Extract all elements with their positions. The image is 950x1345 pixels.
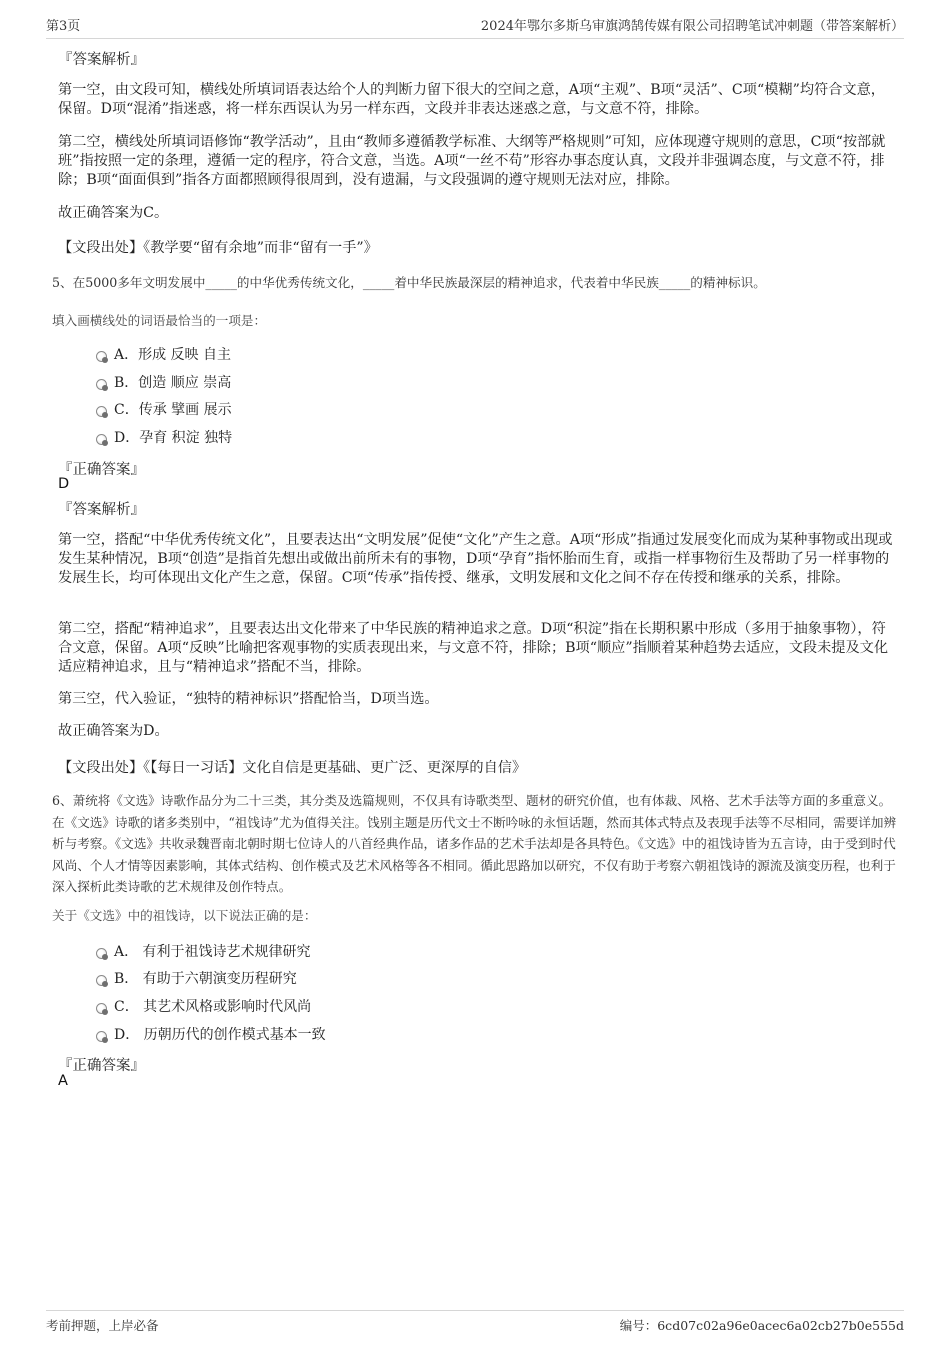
radio-icon[interactable] [96,1031,107,1042]
option-label: B． 有助于六朝演变历程研究 [114,971,297,987]
option-label: C． 其艺术风格或影响时代风尚 [114,999,312,1015]
q4-analysis-label: 『答案解析』 [58,52,145,68]
q6-option-b[interactable] [96,968,297,988]
q5-option-a[interactable] [96,344,231,364]
footer-slogan: 考前押题，上岸必备 [46,1318,159,1333]
q5-conclusion: 故正确答案为D。 [58,723,169,739]
radio-icon[interactable] [96,434,107,445]
q4-conclusion: 故正确答案为C。 [58,205,169,221]
q5-answer-label: 『正确答案』 [58,462,145,478]
q6-answer: A [58,1073,68,1089]
document-id: 编号：6cd07c02a96e0acec6a02cb27b0e555d [619,1318,904,1333]
radio-icon[interactable] [96,406,107,417]
q5-option-d[interactable] [96,427,232,447]
q4-analysis-paragraph-1: 第一空，由文段可知，横线处所填词语表达给个人的判断力留下很大的空间之意，A项“主观”、B项“灵活”、C项“模糊”均符合文意，保留。D项“混淆”指迷惑，将一样东西误认为另一样东西，文段并非表达迷惑之意，与文意不符，排除。 [58,82,885,117]
q5-answer: D [58,476,70,492]
q5-source: 【文段出处】《【每日一习话】文化自信是更基础、更广泛、更深厚的自信》 [58,760,527,776]
q5-prompt: 填入画横线处的词语最恰当的一项是： [52,313,267,328]
q6-answer-label: 『正确答案』 [58,1058,145,1074]
document-title: 2024年鄂尔多斯乌审旗鸿鹄传媒有限公司招聘笔试冲刺题（带答案解析） [480,18,904,34]
q6-option-c[interactable] [96,996,311,1016]
page-footer [46,1310,904,1335]
option-label: B．创造 顺应 崇高 [114,375,232,391]
page-header [46,14,904,39]
q5-option-c[interactable] [96,399,232,419]
q5-analysis-paragraph-3: 第三空，代入验证，“独特的精神标识”搭配恰当，D项当选。 [58,691,439,707]
page-number: 第3页 [46,18,81,34]
radio-icon[interactable] [96,1003,107,1014]
q5-analysis-paragraph-2: 第二空，搭配“精神追求”，且要表达出文化带来了中华民族的精神追求之意。D项“积淀”指在长期积累中形成（多用于抽象事物），符合文意，保留。A项“反映”比喻把客观事物的实质表现出来，与文意不符，排除；B项“顺应”指顺着某种趋势去适应，文段未提及文化适应精神追求，且与“精神追求”搭配不当，排除。 [58,621,889,675]
option-label: D． 历朝历代的创作模式基本一致 [114,1027,326,1043]
radio-icon[interactable] [96,379,107,390]
option-label: A． 有利于祖饯诗艺术规律研究 [114,944,311,960]
radio-icon[interactable] [96,351,107,362]
radio-icon[interactable] [96,975,107,986]
option-label: D．孕育 积淀 独特 [114,430,233,446]
q4-source: 【文段出处】《教学要“留有余地”而非“留有一手”》 [58,240,378,256]
q5-stem: 5、在5000多年文明发展中_____的中华优秀传统文化，_____着中华民族最深层的精神追求，代表着中华民族_____的精神标识。 [52,275,766,290]
q6-option-a[interactable] [96,941,311,961]
option-label: A．形成 反映 自主 [114,347,232,363]
q4-analysis-paragraph-2: 第二空，横线处所填词语修饰“教学活动”，且由“教师多遵循教学标准、大纲等严格规则”可知，应体现遵守规则的意思，C项“按部就班”指按照一定的条理，遵循一定的程序，符合文意，当选。A项“一丝不苟”形容办事态度认真，文段并非强调态度，与文意不符，排除；B项“面面俱到”指各方面都照顾得很周到，没有遗漏，与文段强调的遵守规则无法对应，排除。 [58,134,886,188]
q5-analysis-label: 『答案解析』 [58,502,145,518]
q5-analysis-paragraph-1: 第一空，搭配“中华优秀传统文化”，且要表达出“文明发展”促使“文化”产生之意。A项“形成”指通过发展变化而成为某种事物或出现或发生某种情况，B项“创造”是指首先想出或做出前所未有的事物，D项“孕育”指怀胎而生育，或指一样事物衍生及帮助了另一样事物的发展生长，均可体现出文化产生之意，保留。C项“传承”指传授、继承，文明发展和文化之间不存在传授和继承的关系，排除。 [58,532,893,586]
radio-icon[interactable] [96,948,107,959]
q6-stem: 6、萧统将《文选》诗歌作品分为二十三类，其分类及选篇规则，不仅具有诗歌类型、题材的研究价值，也有体裁、风格、艺术手法等方面的多重意义。在《文选》诗歌的诸多类别中，“祖饯诗”尤为值得关注。饯别主题是历代文士不断吟咏的永恒话题，然而其体式特点及表现手法等不尽相同，需要详加辨析与考察。《文选》共收录魏晋南北朝时期七位诗人的八首经典作品，诸多作品的艺术手法却是各具特色。《文选》中的祖饯诗皆为五言诗，由于受到时代风尚、个人才情等因素影响，其体式结构、创作模式及艺术风格等各不相同。循此思路加以研究，不仅有助于考察六朝祖饯诗的源流及演变历程，也利于深入探析此类诗歌的艺术规律及创作特点。 [52,793,897,894]
q6-option-d[interactable] [96,1024,326,1044]
option-label: C．传承 擘画 展示 [114,402,232,418]
q5-option-b[interactable] [96,372,231,392]
q6-prompt: 关于《文选》中的祖饯诗，以下说法正确的是： [52,908,317,923]
